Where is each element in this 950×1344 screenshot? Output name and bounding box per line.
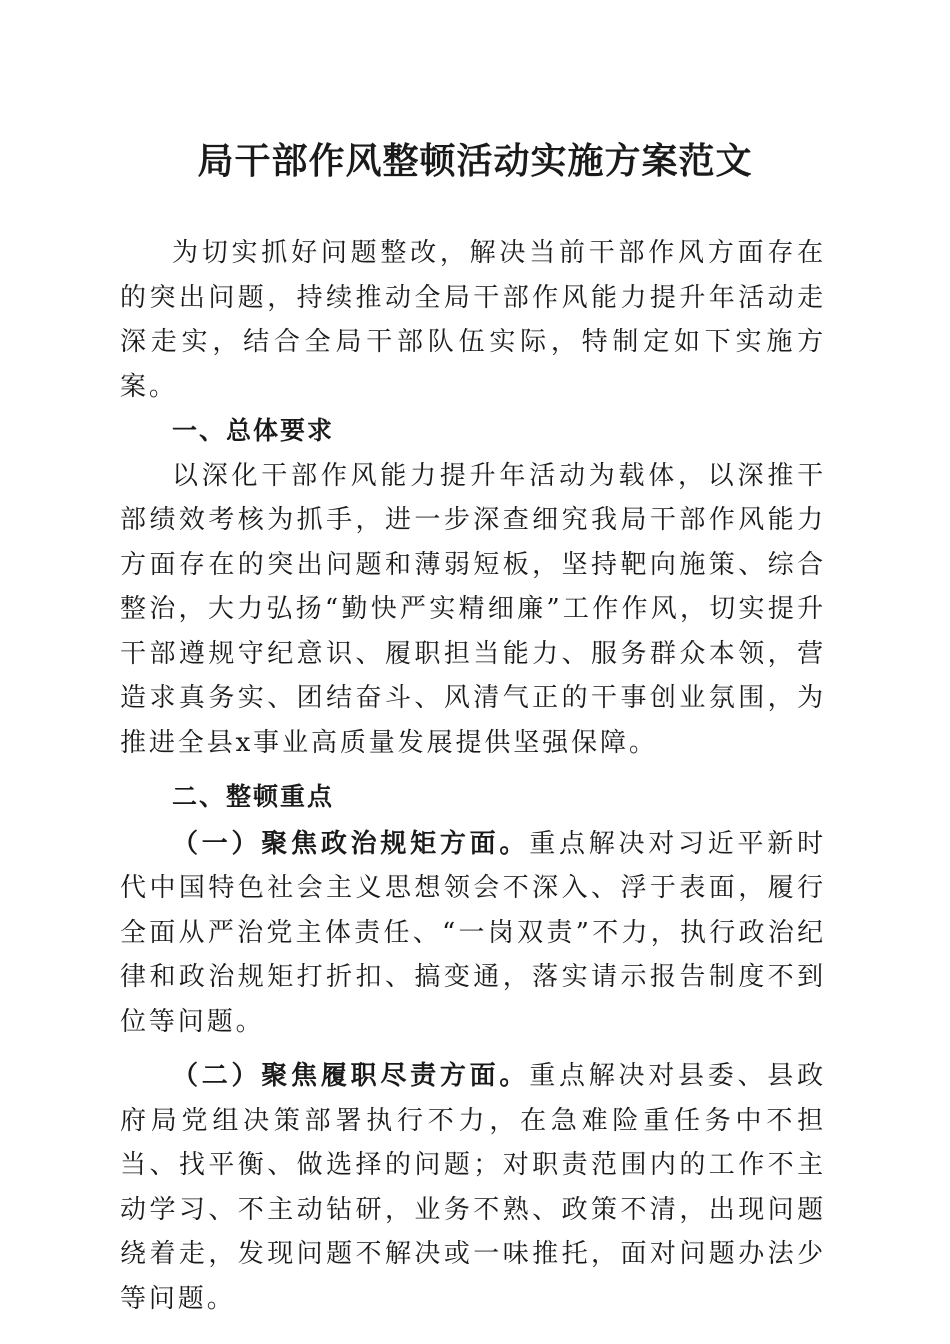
intro-paragraph: 为切实抓好问题整改，解决当前干部作风方面存在的突出问题，持续推动全局干部作风能力提升年活动走深走实，结合全局干部队伍实际，特制定如下实施方案。 — [120, 238, 826, 402]
focus-item-lead: （一）聚焦政治规矩方面。 — [172, 828, 530, 859]
focus-item-political-rules — [120, 822, 826, 1045]
section-heading-rectification-focus: 二、整顿重点 — [172, 782, 335, 811]
general-requirements-paragraph: 以深化干部作风能力提升年活动为载体，以深推干部绩效考核为抓手，进一步深查细究我局干部作风能力方面存在的突出问题和薄弱短板，坚持靶向施策、综合整治，大力弘扬“勤快严实精细廉”工作作风，切实提升干部遵规守纪意识、履职担当能力、服务群众本领，营造求真务实、团结奋斗、风清气正的干事创业氛围，为推进全县x事业高质量发展提供坚强保障。 — [120, 460, 826, 758]
focus-item-text: 重点解决对县委、县政府局党组决策部署执行不力，在急难险重任务中不担当、找平衡、做选择的问题；对职责范围内的工作不主动学习、不主动钻研，业务不熟、政策不清，出现问题绕着走，发现问题不解决或一味推托，面对问题办法少等问题。 — [120, 1061, 826, 1314]
focus-item-text: 重点解决对习近平新时代中国特色社会主义思想领会不深入、浮于表面，履行全面从严治党主体责任、“一岗双责”不力，执行政治纪律和政治规矩打折扣、搞变通，落实请示报告制度不到位等问题。 — [120, 828, 826, 1037]
section-heading-general-requirements: 一、总体要求 — [172, 416, 335, 445]
focus-item-duty-performance — [120, 1054, 826, 1321]
document-body — [120, 231, 826, 1321]
focus-item-lead: （二）聚焦履职尽责方面。 — [172, 1061, 530, 1091]
document-title: 局干部作风整顿活动实施方案范文 — [197, 140, 753, 182]
